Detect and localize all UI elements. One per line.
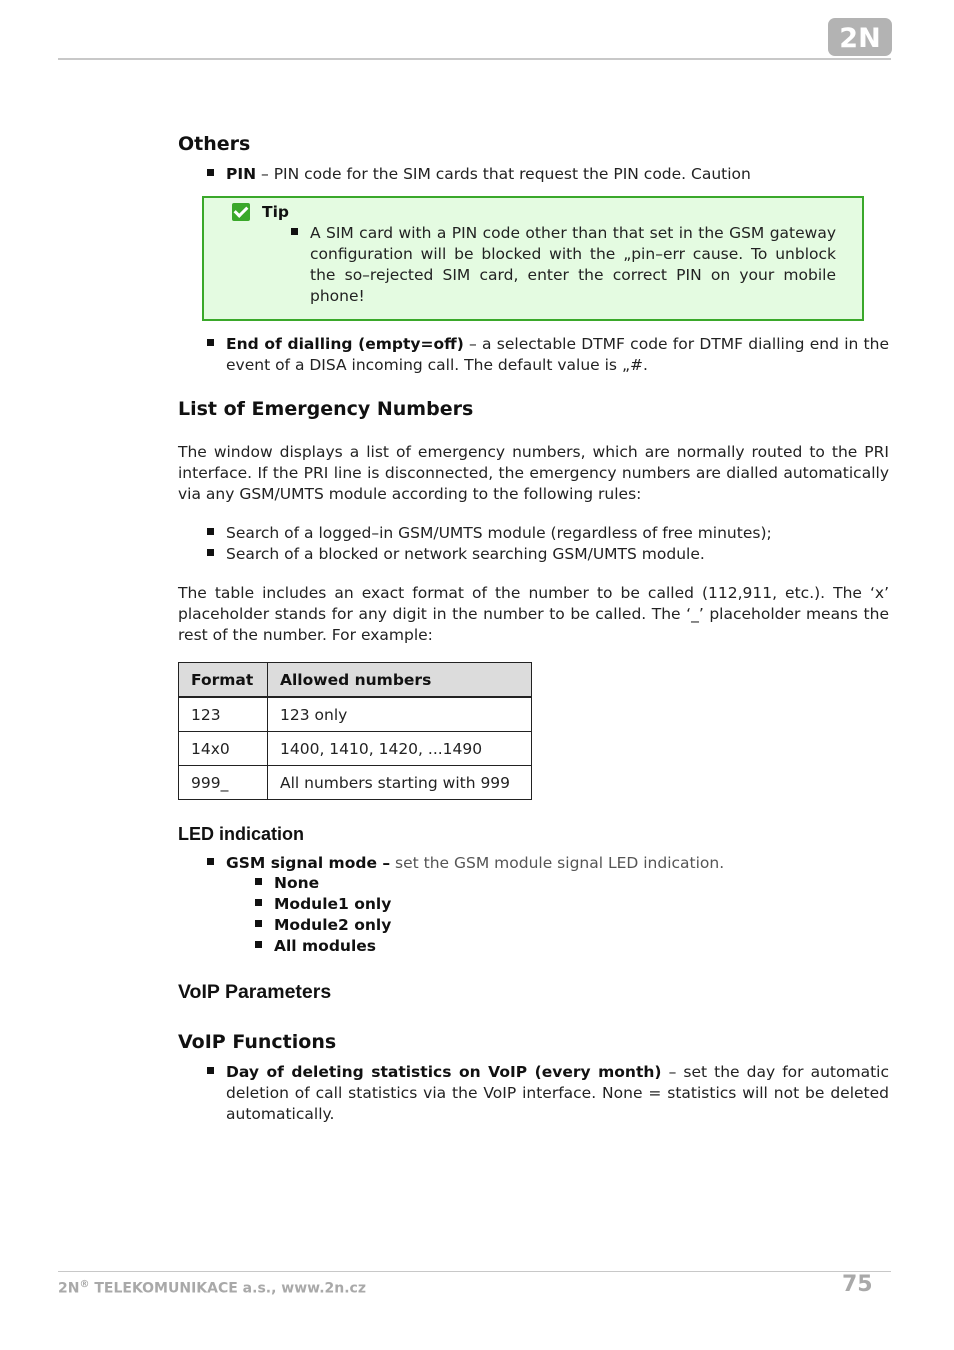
format-table: [178, 662, 532, 800]
tip-title: Tip: [262, 203, 289, 221]
cell-format: 999_: [179, 766, 268, 800]
section-title-emergency: List of Emergency Numbers: [178, 398, 474, 420]
list-item-option: [178, 894, 391, 915]
list-item-rule: Search of a blocked or network searching GSM/UMTS module.: [178, 544, 889, 565]
cell-format: 123: [179, 697, 268, 732]
cell-allowed: All numbers starting with 999: [268, 766, 532, 800]
table-row: [179, 766, 532, 800]
page-number: 75: [842, 1272, 873, 1297]
table-row: [179, 697, 532, 732]
cell-allowed: 1400, 1410, 1420, ...1490: [268, 732, 532, 766]
section-title-voip-parameters: VoIP Parameters: [178, 981, 332, 1003]
table-header-row: [179, 663, 532, 698]
option-label: All modules: [274, 937, 376, 955]
list-item-gsm-signal: [178, 853, 889, 874]
footer-company: [58, 1279, 366, 1297]
list-item-end-of-dialling: [178, 334, 889, 376]
registered-mark: ®: [79, 1279, 90, 1290]
pin-description: – PIN code for the SIM cards that request the PIN code. Caution: [256, 165, 751, 183]
footer-company-text: TELEKOMUNIKACE a.s., www.2n.cz: [89, 1280, 366, 1297]
footer-company-prefix: 2N: [58, 1280, 80, 1297]
list-item-rule: Search of a logged–in GSM/UMTS module (regardless of free minutes);: [178, 523, 889, 544]
gsm-signal-description: set the GSM module signal LED indication.: [390, 854, 725, 872]
emergency-intro: The window displays a list of emergency numbers, which are normally routed to the PRI interface. If the PRI line is disconnected, the emergency numbers are dialled automatically via any GSM/UMTS module according to the following rules:: [178, 443, 889, 503]
term-end-of-dialling: End of dialling (empty=off): [226, 335, 464, 353]
list-item-day-delete: [178, 1062, 889, 1125]
term-day-delete: Day of deleting statistics on VoIP (every month): [226, 1063, 662, 1081]
header-rule: [58, 58, 891, 60]
section-title-others: Others: [178, 133, 251, 155]
column-header-format: Format: [179, 663, 268, 698]
footer-rule: [58, 1271, 891, 1272]
term-gsm-signal: GSM signal mode –: [226, 854, 391, 872]
svg-text:2N: 2N: [839, 23, 881, 54]
list-item-option: [178, 873, 319, 894]
section-title-voip-functions: VoIP Functions: [178, 1031, 337, 1053]
option-label: None: [274, 874, 320, 892]
column-header-allowed-numbers: Allowed numbers: [268, 663, 532, 698]
tip-box: [202, 196, 864, 321]
option-label: Module1 only: [274, 895, 392, 913]
list-item-option: [178, 936, 376, 957]
checkbox-icon: [232, 203, 250, 221]
term-pin: PIN: [226, 165, 257, 183]
day-delete-description: – set the day for automatic deletion of call statistics via the VoIP interface. None = statistics will not be deleted automatically.: [226, 1063, 889, 1123]
cell-format: 14x0: [179, 732, 268, 766]
list-item-option: [178, 915, 391, 936]
option-label: Module2 only: [274, 916, 392, 934]
company-logo: [828, 18, 892, 56]
section-title-led: LED indication: [178, 824, 304, 844]
tip-item: A SIM card with a PIN code other than that set in the GSM gateway configuration will be blocked with the „pin–err cause. To unblock the so–rejected SIM card, enter the correct PIN on your mobile phone!: [310, 224, 836, 305]
table-row: [179, 732, 532, 766]
table-intro: The table includes an exact format of the number to be called (112,911, etc.). The ‘x’ placeholder stands for any digit in the number to be called. The ‘_’ placeholder means the rest of the number. For example:: [178, 584, 889, 644]
end-of-dialling-description: – a selectable DTMF code for DTMF dialling end in the event of a DISA incoming call. The default value is „#.: [226, 335, 889, 374]
list-item-pin: [178, 164, 889, 185]
cell-allowed: 123 only: [268, 697, 532, 732]
